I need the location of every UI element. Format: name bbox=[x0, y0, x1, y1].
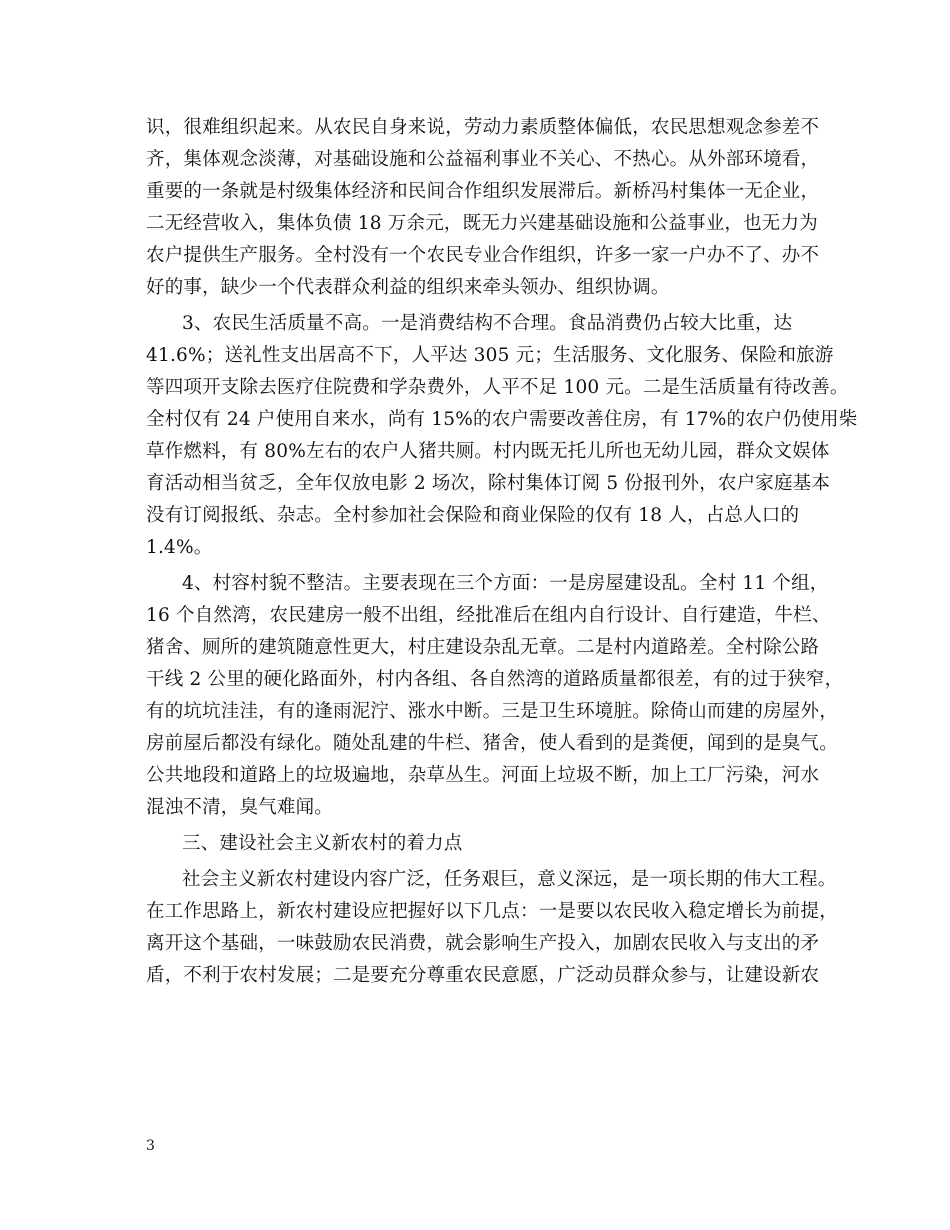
text-line: 好的事，缺少一个代表群众利益的组织来牵头领办、组织协调。 bbox=[146, 277, 670, 298]
text-line: 房前屋后都没有绿化。随处乱建的牛栏、猪舍，使人看到的是粪便，闻到的是臭气。 bbox=[146, 733, 838, 754]
text-line: 齐，集体观念淡薄，对基础设施和公益福利事业不关心、不热心。从外部环境看， bbox=[146, 149, 820, 170]
text-line: 混浊不清，臭气难闻。 bbox=[146, 797, 334, 818]
text-line: 41.6%；送礼性支出居高不下，人平达 305 元；生活服务、文化服务、保险和旅游 bbox=[146, 345, 834, 366]
text-line: 在工作思路上，新农村建设应把握好以下几点：一是要以农民收入稳定增长为前提， bbox=[146, 901, 838, 922]
text-line: 没有订阅报纸、杂志。全村参加社会保险和商业保险的仅有 18 人，占总人口的 bbox=[146, 505, 800, 526]
text-line: 猪舍、厕所的建筑随意性更大，村庄建设杂乱无章。二是村内道路差。全村除公路 bbox=[146, 637, 820, 658]
text-line: 干线 2 公里的硬化路面外，村内各组、各自然湾的道路质量都很差，有的过于狭窄， bbox=[146, 669, 844, 690]
section-heading: 三、建设社会主义新农村的着力点 bbox=[182, 833, 463, 854]
text-line: 全村仅有 24 户使用自来水，尚有 15%的农户需要改善住房，有 17%的农户仍使用柴 bbox=[146, 409, 858, 430]
text-line: 等四项开支除去医疗住院费和学杂费外，人平不足 100 元。二是生活质量有待改善。 bbox=[146, 377, 849, 398]
text-line: 1.4%。 bbox=[146, 537, 213, 558]
text-line: 育活动相当贫乏，全年仅放电影 2 场次，除村集体订阅 5 份报刊外，农户家庭基本 bbox=[146, 473, 831, 494]
paragraph-heading-4: 4、村容村貌不整洁。主要表现在三个方面：一是房屋建设乱。全村 11 个组， bbox=[182, 573, 829, 594]
text-line: 草作燃料，有 80%左右的农户人猪共厕。村内既无托儿所也无幼儿园，群众文娱体 bbox=[146, 441, 830, 462]
text-line: 二无经营收入，集体负债 18 万余元，既无力兴建基础设施和公益事业，也无力为 bbox=[146, 213, 818, 234]
text-line: 有的坑坑洼洼，有的逢雨泥泞、涨水中断。三是卫生环境脏。除倚山而建的房屋外， bbox=[146, 701, 838, 722]
paragraph-heading-3: 3、农民生活质量不高。一是消费结构不合理。食品消费仍占较大比重，达 bbox=[182, 313, 793, 334]
paragraph-first-line: 社会主义新农村建设内容广泛，任务艰巨，意义深远，是一项长期的伟大工程。 bbox=[182, 869, 837, 890]
text-line: 盾，不利于农村发展；二是要充分尊重农民意愿，广泛动员群众参与，让建设新农 bbox=[146, 965, 820, 986]
text-line: 公共地段和道路上的垃圾遍地，杂草丛生。河面上垃圾不断，加上工厂污染，河水 bbox=[146, 765, 820, 786]
text-line: 16 个自然湾，农民建房一般不出组，经批准后在组内自行设计、自行建造，牛栏、 bbox=[146, 605, 831, 626]
text-line: 农户提供生产服务。全村没有一个农民专业合作组织，许多一家一户办不了、办不 bbox=[146, 245, 820, 266]
text-line: 重要的一条就是村级集体经济和民间合作组织发展滞后。新桥冯村集体一无企业， bbox=[146, 181, 820, 202]
text-line: 离开这个基础，一味鼓励农民消费，就会影响生产投入，加剧农民收入与支出的矛 bbox=[146, 933, 820, 954]
text-line: 识，很难组织起来。从农民自身来说，劳动力素质整体偏低，农民思想观念参差不 bbox=[146, 117, 820, 138]
page-number: 3 bbox=[146, 1138, 155, 1154]
